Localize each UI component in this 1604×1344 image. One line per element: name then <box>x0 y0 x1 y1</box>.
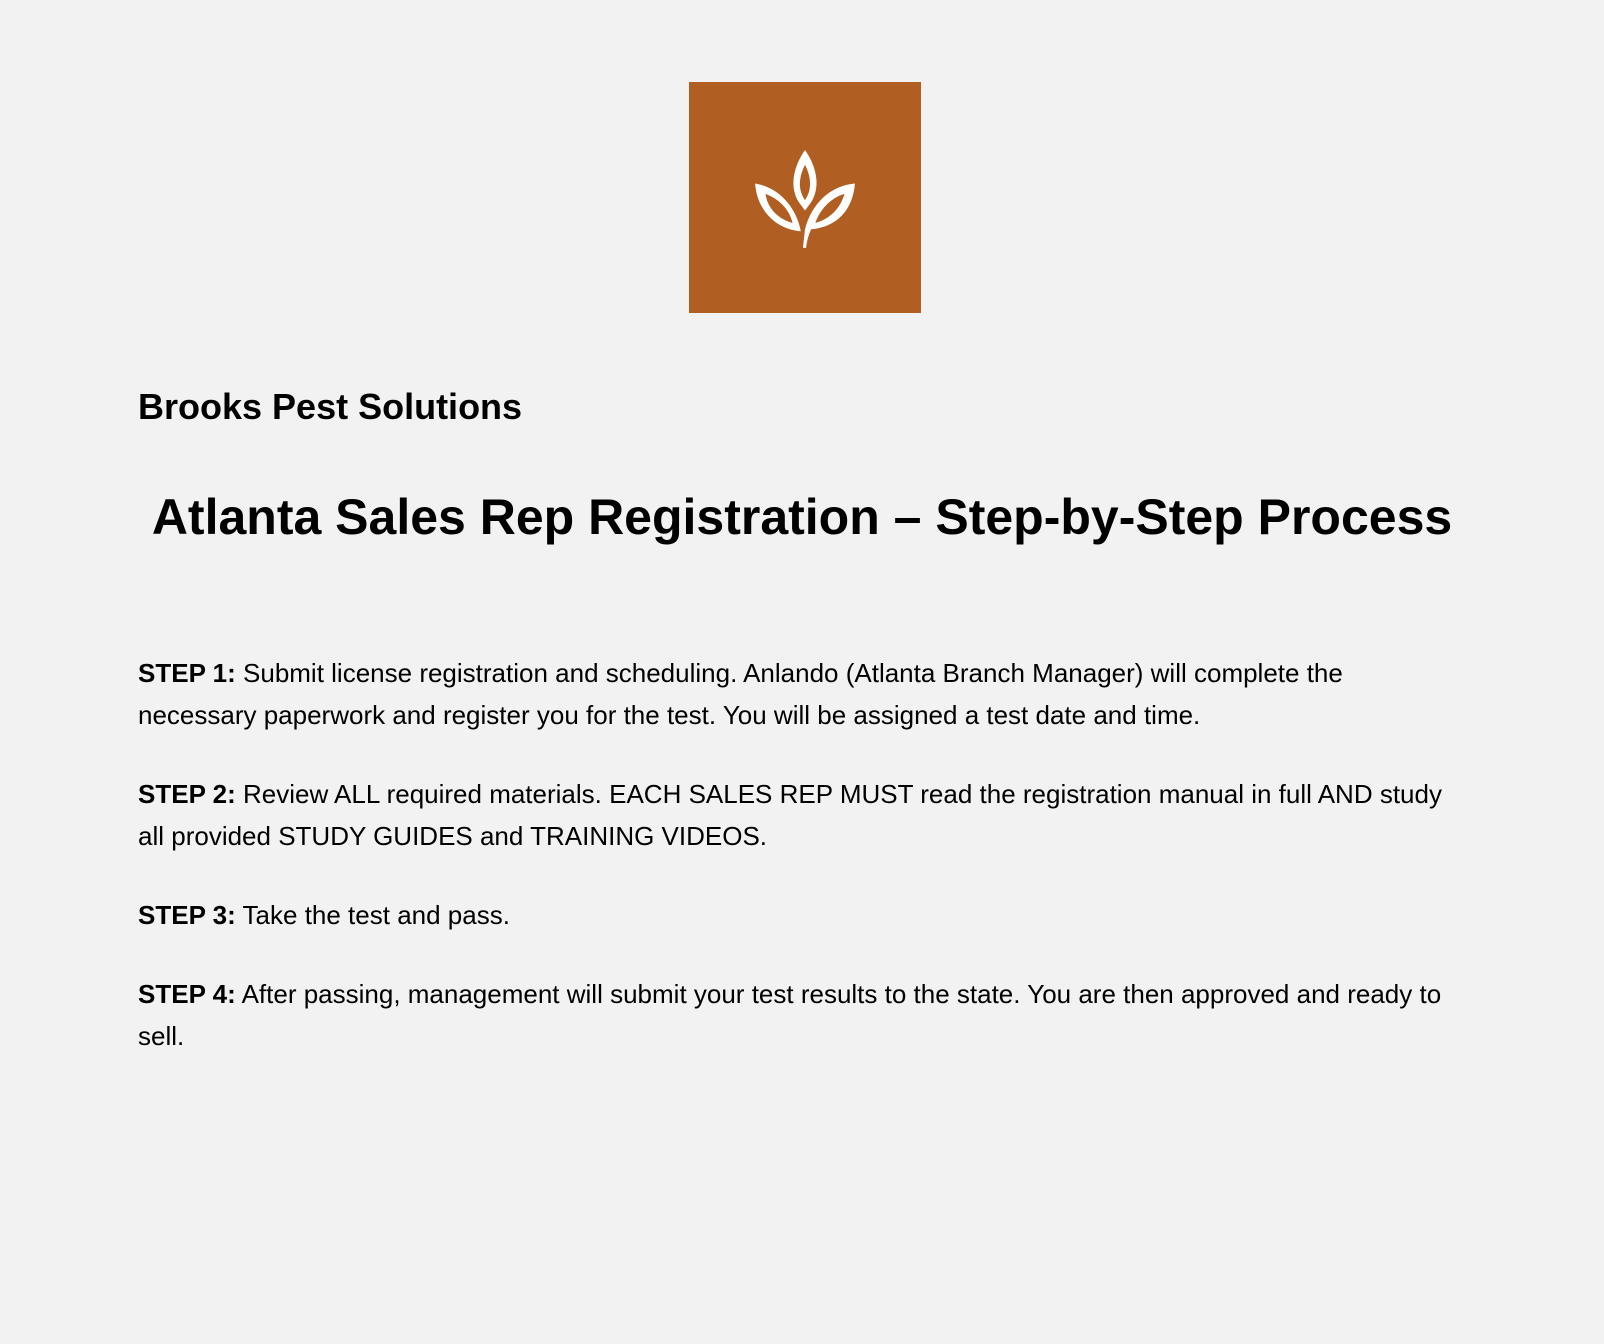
step-text: Submit license registration and scheduling. Anlando (Atlanta Branch Manager) will complete the necessary paperwork and register you for the test. You will be assigned a test date and time. <box>138 658 1343 730</box>
step-label: STEP 1: <box>138 658 236 688</box>
step-text: After passing, management will submit your test results to the state. You are then approved and ready to sell. <box>138 979 1442 1051</box>
step-label: STEP 3: <box>138 900 236 930</box>
step-item <box>138 773 1468 857</box>
step-item <box>138 652 1468 736</box>
step-text: Take the test and pass. <box>242 900 510 930</box>
step-label: STEP 4: <box>138 979 236 1009</box>
step-item <box>138 973 1468 1057</box>
step-item <box>138 894 1468 936</box>
steps-list <box>138 652 1468 1094</box>
leaf-sprout-icon <box>753 146 857 250</box>
company-name: Brooks Pest Solutions <box>138 386 523 427</box>
step-text: Review ALL required materials. EACH SALES REP MUST read the registration manual in full AND study all provided STUDY GUIDES and TRAINING VIDEOS. <box>138 779 1442 851</box>
company-logo <box>689 82 921 313</box>
page-title: Atlanta Sales Rep Registration – Step-by-Step Process <box>151 489 1453 545</box>
step-label: STEP 2: <box>138 779 236 809</box>
